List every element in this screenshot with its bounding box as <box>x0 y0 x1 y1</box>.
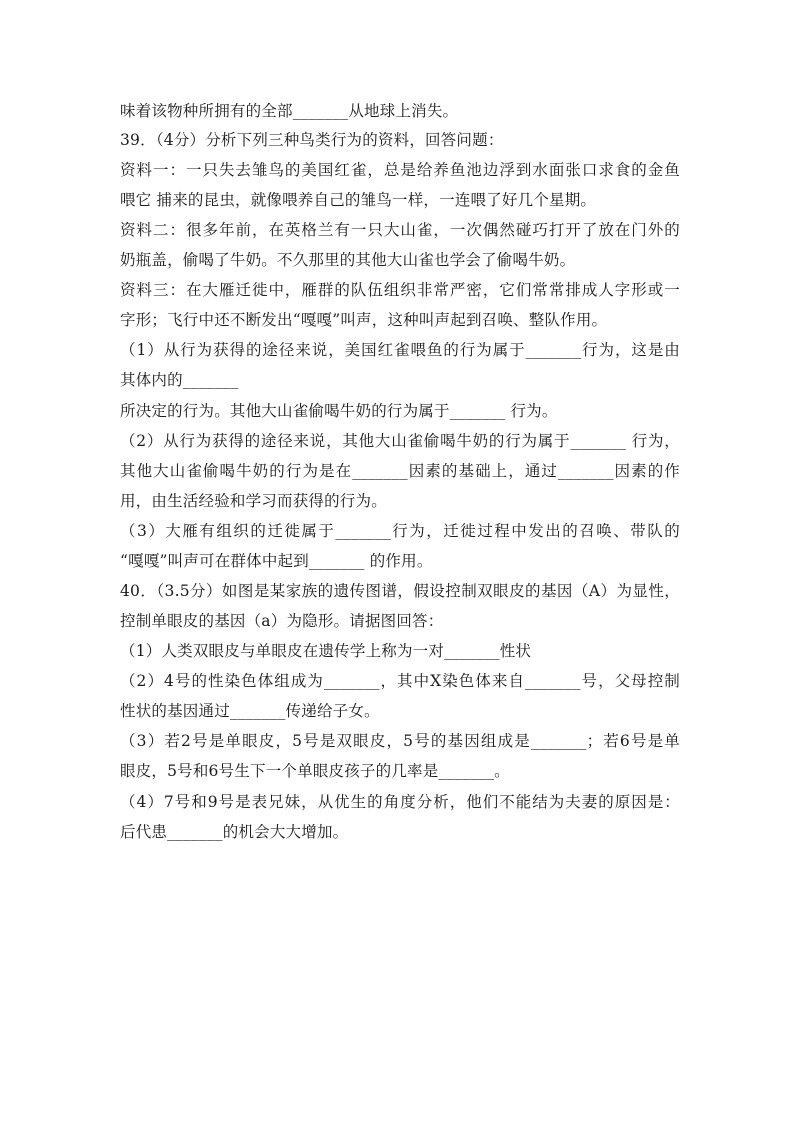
q40-part1: （1）人类双眼皮与单眼皮在遗传学上称为一对_______性状 <box>120 642 532 660</box>
material-3-line-2: 字形；飞行中还不断发出“嘎嘎”叫声，这种叫声起到召唤、整队作用。 <box>120 311 608 329</box>
q40-part2-line-1: （2）4号的性染色体组成为_______，其中X染色体来自_______号，父母控制 <box>120 672 680 690</box>
q39-part2-line-2: 其他大山雀偷喝牛奶的行为是在_______因素的基础上，通过_______因素的作 <box>120 462 680 480</box>
material-1-line-1: 资料一：一只失去雏鸟的美国红雀，总是给养鱼池边浮到水面张口求食的金鱼 <box>120 161 680 179</box>
q40-part3-line-1: （3）若2号是单眼皮，5号是双眼皮，5号的基因组成是_______；若6号是单 <box>120 732 680 750</box>
q39-part2-line-3: 用，由生活经验和学习而获得的行为。 <box>120 492 387 510</box>
q39-part1-line-3: 所决定的行为。其他大山雀偷喝牛奶的行为属于_______ 行为。 <box>120 402 558 420</box>
material-3-line-1: 资料三：在大雁迁徙中，雁群的队伍组织非常严密，它们常常排成人字形或一 <box>120 281 680 299</box>
q39-part3-line-1: （3）大雁有组织的迁徙属于_______行为，迁徙过程中发出的召唤、带队的 <box>120 522 680 540</box>
q39-part1-line-2: 其体内的_______ <box>120 371 239 389</box>
q40-part2-line-2: 性状的基因通过_______传递给子女。 <box>120 702 380 720</box>
q40-part3-line-2: 眼皮，5号和6号生下一个单眼皮孩子的几率是_______。 <box>120 762 510 780</box>
question-40-heading-line-2: 控制单眼皮的基因（a）为隐形。请据图回答： <box>120 612 444 630</box>
q40-part4-line-1: （4）7号和9号是表兄妹，从优生的角度分析，他们不能结为夫妻的原因是： <box>120 793 680 811</box>
q39-part3-line-2: “嘎嘎”叫声可在群体中起到_______ 的作用。 <box>120 552 433 570</box>
q39-part1-line-1: （1）从行为获得的途径来说，美国红雀喂鱼的行为属于_______行为，这是由 <box>120 341 680 359</box>
q39-part2-line-1: （2）从行为获得的途径来说，其他大山雀偷喝牛奶的行为属于_______ 行为， <box>120 432 680 450</box>
material-1-line-2: 喂它 捕来的昆虫，就像喂养自己的雏鸟一样，一连喂了好几个星期。 <box>120 191 597 209</box>
q40-part4-line-2: 后代患_______的机会大大增加。 <box>120 823 349 841</box>
material-2-line-1: 资料二：很多年前，在英格兰有一只大山雀，一次偶然碰巧打开了放在门外的 <box>120 221 680 239</box>
material-2-line-2: 奶瓶盖，偷喝了牛奶。不久那里的其他大山雀也学会了偷喝牛奶。 <box>120 251 576 269</box>
text-line-1: 味着该物种所拥有的全部_______从地球上消失。 <box>120 102 459 120</box>
question-40-heading: 40．（3.5分）如图是某家族的遗传图谱，假设控制双眼皮的基因（A）为显性， <box>120 582 680 600</box>
question-39-heading: 39．（4分）分析下列三种鸟类行为的资料，回答问题： <box>120 131 504 149</box>
